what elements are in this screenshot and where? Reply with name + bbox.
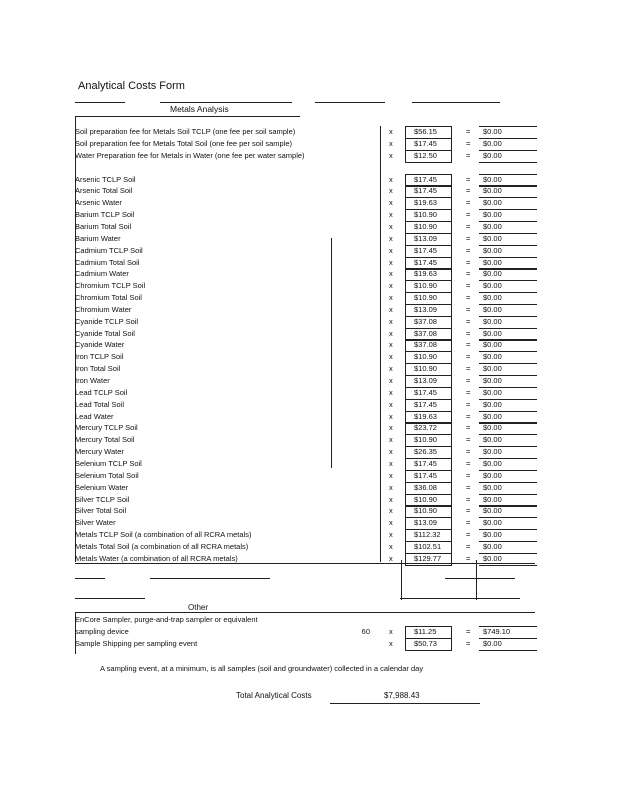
table-rule: [75, 578, 105, 579]
row-description: Barium TCLP Soil: [75, 210, 135, 220]
row-multiply-sign: x: [389, 387, 393, 397]
row-equals-sign: =: [466, 316, 471, 326]
row-unit-price: $129.77: [414, 553, 442, 563]
row-equals-sign: =: [466, 639, 471, 648]
row-multiply-sign: x: [389, 399, 393, 409]
row-multiply-sign: x: [389, 627, 393, 636]
row-description: Selenium TCLP Soil: [75, 458, 142, 468]
table-row: [75, 257, 535, 269]
row-description: Lead Water: [75, 411, 114, 421]
row-equals-sign: =: [466, 328, 471, 338]
row-description: EnCore Sampler, purge-and-trap sampler or equivalent: [75, 615, 258, 624]
row-unit-price: $17.45: [414, 399, 437, 409]
row-unit-price: $37.08: [414, 340, 437, 350]
row-total: $0.00: [483, 376, 502, 385]
row-description: Arsenic Water: [75, 198, 122, 208]
row-multiply-sign: x: [389, 233, 393, 243]
row-description: Chromium TCLP Soil: [75, 281, 146, 291]
table-row: [75, 328, 535, 340]
other-section-rule: [75, 612, 535, 613]
table-row: [75, 387, 535, 399]
row-description: Metals Water (a combination of all RCRA metals): [75, 553, 238, 563]
row-total: $0.00: [483, 518, 502, 528]
grand-total-rule: [330, 703, 480, 704]
row-description: Arsenic TCLP Soil: [75, 174, 136, 184]
row-unit-price: $10.90: [414, 364, 437, 374]
row-description: Cyanide Water: [75, 340, 125, 350]
row-equals-sign: =: [466, 352, 471, 362]
row-equals-sign: =: [466, 127, 471, 136]
row-equals-sign: =: [466, 447, 471, 457]
row-unit-price: $56.15: [414, 127, 437, 136]
table-row: [75, 422, 535, 434]
row-unit-price: $10.90: [414, 221, 437, 231]
row-equals-sign: =: [466, 387, 471, 397]
table-row: [75, 304, 535, 316]
row-unit-price: $13.09: [414, 376, 437, 385]
row-multiply-sign: x: [389, 530, 393, 540]
table-row: [75, 268, 535, 280]
row-total: $0.00: [483, 138, 502, 148]
row-multiply-sign: x: [389, 328, 393, 338]
row-unit-price: $17.45: [414, 138, 437, 148]
row-total: $0.00: [483, 411, 502, 421]
row-unit-price: $17.45: [414, 257, 437, 267]
row-total: $0.00: [483, 435, 502, 445]
row-total: $0.00: [483, 482, 502, 492]
row-total: $0.00: [483, 506, 502, 516]
table-row: [75, 185, 535, 197]
row-unit-price: $19.63: [414, 198, 437, 208]
row-unit-price: $17.45: [414, 245, 437, 255]
row-multiply-sign: x: [389, 150, 393, 160]
grand-total-label: Total Analytical Costs: [236, 691, 312, 700]
row-multiply-sign: x: [389, 411, 393, 421]
row-total: $0.00: [483, 541, 502, 551]
row-total: $0.00: [483, 210, 502, 220]
row-unit-price: $10.90: [414, 281, 437, 291]
row-total: $0.00: [483, 639, 502, 648]
row-description: Chromium Water: [75, 304, 132, 314]
row-multiply-sign: x: [389, 494, 393, 504]
row-description: Soil preparation fee for Metals Total Soil (one fee per soil sample): [75, 138, 293, 148]
row-equals-sign: =: [466, 530, 471, 540]
other-section-heading: Other: [188, 603, 209, 612]
row-total: $0.00: [483, 150, 502, 160]
row-total: $0.00: [483, 399, 502, 409]
form-title: Analytical Costs Form: [78, 80, 185, 92]
table-row: [75, 233, 535, 245]
row-equals-sign: =: [466, 506, 471, 516]
row-multiply-sign: x: [389, 541, 393, 551]
row-unit-price: $10.90: [414, 210, 437, 220]
row-multiply-sign: x: [389, 221, 393, 231]
row-total: $0.00: [483, 174, 502, 184]
row-multiply-sign: x: [389, 458, 393, 468]
row-unit-price: $13.09: [414, 233, 437, 243]
table-rule: [401, 560, 402, 600]
table-row: [75, 470, 535, 482]
row-multiply-sign: x: [389, 482, 393, 492]
row-unit-price: $19.63: [414, 411, 437, 421]
row-unit-price: $10.90: [414, 435, 437, 445]
row-total: $0.00: [483, 269, 502, 279]
row-unit-price: $17.45: [414, 387, 437, 397]
row-description: Barium Water: [75, 233, 121, 243]
row-total: $0.00: [483, 494, 502, 504]
row-multiply-sign: x: [389, 293, 393, 303]
row-equals-sign: =: [466, 269, 471, 279]
row-equals-sign: =: [466, 257, 471, 267]
row-multiply-sign: x: [389, 447, 393, 457]
row-multiply-sign: x: [389, 506, 393, 516]
table-row: [75, 375, 535, 387]
table-row: [75, 482, 535, 494]
row-unit-price: $17.45: [414, 470, 437, 480]
row-description: Arsenic Total Soil: [75, 186, 133, 196]
row-equals-sign: =: [466, 399, 471, 409]
row-total: $0.00: [483, 245, 502, 255]
row-total: $0.00: [483, 352, 502, 362]
table-row: [75, 126, 535, 138]
row-equals-sign: =: [466, 482, 471, 492]
row-multiply-sign: x: [389, 174, 393, 184]
table-row: [75, 517, 535, 529]
row-multiply-sign: x: [389, 257, 393, 267]
row-equals-sign: =: [466, 150, 471, 160]
row-total: $0.00: [483, 458, 502, 468]
row-multiply-sign: x: [389, 639, 393, 648]
row-description: Cyanide Total Soil: [75, 328, 135, 338]
row-multiply-sign: x: [389, 281, 393, 291]
row-total: $0.00: [483, 340, 502, 350]
row-total: $0.00: [483, 364, 502, 374]
row-description: Metals Total Soil (a combination of all RCRA metals): [75, 541, 249, 551]
table-row: [75, 541, 535, 553]
row-equals-sign: =: [466, 553, 471, 563]
table-row: [75, 399, 535, 411]
table-row: [75, 626, 535, 638]
row-multiply-sign: x: [389, 364, 393, 374]
row-description: Silver Water: [75, 518, 116, 528]
table-row: [75, 351, 535, 363]
row-equals-sign: =: [466, 364, 471, 374]
row-equals-sign: =: [466, 340, 471, 350]
table-row: [75, 434, 535, 446]
header-rule: [315, 102, 385, 103]
table-row: [75, 505, 535, 517]
grand-total-value: $7,988.43: [384, 691, 420, 700]
row-unit-price: $13.09: [414, 518, 437, 528]
row-description: Silver Total Soil: [75, 506, 127, 516]
metals-section-heading: Metals Analysis: [170, 104, 229, 114]
row-total: $0.00: [483, 387, 502, 397]
row-unit-price: $50.73: [414, 639, 437, 648]
row-description: Selenium Water: [75, 482, 129, 492]
row-unit-price: $10.90: [414, 506, 437, 516]
header-rule: [160, 102, 292, 103]
row-description: Silver TCLP Soil: [75, 494, 130, 504]
table-row: [75, 138, 535, 150]
row-equals-sign: =: [466, 376, 471, 385]
row-equals-sign: =: [466, 470, 471, 480]
row-equals-sign: =: [466, 627, 471, 636]
table-rule: [476, 560, 477, 600]
row-total: $0.00: [483, 553, 502, 563]
row-equals-sign: =: [466, 541, 471, 551]
row-multiply-sign: x: [389, 470, 393, 480]
row-multiply-sign: x: [389, 245, 393, 255]
row-description: Cadmium Water: [75, 269, 129, 279]
row-total: $0.00: [483, 186, 502, 196]
row-unit-price: $13.09: [414, 304, 437, 314]
row-description: Selenium Total Soil: [75, 470, 139, 480]
row-description: Iron Total Soil: [75, 364, 121, 374]
row-equals-sign: =: [466, 221, 471, 231]
table-row: [75, 411, 535, 423]
row-unit-price: $19.63: [414, 269, 437, 279]
row-equals-sign: =: [466, 138, 471, 148]
row-total: $0.00: [483, 281, 502, 291]
row-total: $0.00: [483, 304, 502, 314]
header-rule: [75, 102, 125, 103]
header-rule: [412, 102, 500, 103]
row-total: $0.00: [483, 328, 502, 338]
row-description: Chromium Total Soil: [75, 293, 142, 303]
row-multiply-sign: x: [389, 210, 393, 220]
table-row: [75, 221, 535, 233]
row-equals-sign: =: [466, 304, 471, 314]
row-equals-sign: =: [466, 210, 471, 220]
row-total: $0.00: [483, 233, 502, 243]
table-row: [75, 280, 535, 292]
row-unit-price: $10.90: [414, 352, 437, 362]
row-equals-sign: =: [466, 423, 471, 433]
row-description: Water Preparation fee for Metals in Water (one fee per water sample): [75, 150, 305, 160]
row-unit-price: $17.45: [414, 458, 437, 468]
row-equals-sign: =: [466, 174, 471, 184]
row-equals-sign: =: [466, 293, 471, 303]
row-total: $0.00: [483, 316, 502, 326]
row-total: $0.00: [483, 470, 502, 480]
row-unit-price: $102.51: [414, 541, 442, 551]
row-total: $749.10: [483, 627, 511, 636]
row-equals-sign: =: [466, 281, 471, 291]
row-description: Barium Total Soil: [75, 221, 132, 231]
row-total: $0.00: [483, 127, 502, 136]
table-row: [75, 529, 535, 541]
row-total: $0.00: [483, 447, 502, 457]
row-multiply-sign: x: [389, 340, 393, 350]
row-multiply-sign: x: [389, 304, 393, 314]
row-description: Cadmium TCLP Soil: [75, 245, 143, 255]
table-rule: [75, 598, 145, 599]
row-total: $0.00: [483, 530, 502, 540]
row-description: Iron TCLP Soil: [75, 352, 124, 362]
row-description: Cadmium Total Soil: [75, 257, 140, 267]
table-row: [75, 363, 535, 375]
row-equals-sign: =: [466, 411, 471, 421]
table-row: [75, 150, 535, 162]
table-row: [75, 197, 535, 209]
row-unit-price: $17.45: [414, 186, 437, 196]
row-equals-sign: =: [466, 494, 471, 504]
row-quantity: 60: [361, 627, 370, 636]
row-unit-price: $17.45: [414, 174, 437, 184]
table-row: [75, 209, 535, 221]
row-unit-price: $23.72: [414, 423, 437, 433]
row-unit-price: $10.90: [414, 293, 437, 303]
sampling-event-note: A sampling event, at a minimum, is all samples (soil and groundwater) collected in a calendar day: [100, 664, 424, 673]
row-equals-sign: =: [466, 233, 471, 243]
row-equals-sign: =: [466, 245, 471, 255]
table-bottom-rule: [75, 563, 535, 564]
row-equals-sign: =: [466, 186, 471, 196]
row-description: Soil preparation fee for Metals Soil TCLP (one fee per soil sample): [75, 127, 296, 136]
row-description: Lead Total Soil: [75, 399, 125, 409]
row-description: Cyanide TCLP Soil: [75, 316, 139, 326]
row-multiply-sign: x: [389, 435, 393, 445]
row-equals-sign: =: [466, 518, 471, 528]
table-row: [75, 245, 535, 257]
row-multiply-sign: x: [389, 186, 393, 196]
row-total: $0.00: [483, 423, 502, 433]
table-row: [75, 638, 535, 650]
row-multiply-sign: x: [389, 316, 393, 326]
row-multiply-sign: x: [389, 198, 393, 208]
row-description: Mercury Total Soil: [75, 435, 135, 445]
row-unit-price: $12.50: [414, 150, 437, 160]
row-description: Mercury TCLP Soil: [75, 423, 138, 433]
row-unit-price: $11.25: [414, 627, 437, 636]
row-description: sampling device: [75, 627, 129, 636]
table-rule: [400, 598, 520, 599]
row-multiply-sign: x: [389, 352, 393, 362]
table-rule: [445, 578, 515, 579]
row-description: Mercury Water: [75, 447, 124, 457]
table-row: [75, 458, 535, 470]
row-multiply-sign: x: [389, 518, 393, 528]
table-row: [75, 339, 535, 351]
table-row: [75, 316, 535, 328]
row-equals-sign: =: [466, 435, 471, 445]
table-rule: [150, 578, 270, 579]
row-description: Metals TCLP Soil (a combination of all RCRA metals): [75, 530, 252, 540]
row-unit-price: $26.35: [414, 447, 437, 457]
row-equals-sign: =: [466, 198, 471, 208]
row-multiply-sign: x: [389, 423, 393, 433]
row-total: $0.00: [483, 293, 502, 303]
row-unit-price: $37.08: [414, 316, 437, 326]
row-unit-price: $36.08: [414, 482, 437, 492]
table-row: [75, 614, 535, 626]
row-multiply-sign: x: [389, 376, 393, 385]
table-row: [75, 292, 535, 304]
row-unit-price: $37.08: [414, 328, 437, 338]
section-rule: [75, 116, 300, 117]
row-description: Iron Water: [75, 376, 110, 385]
row-description: Lead TCLP Soil: [75, 387, 128, 397]
row-total: $0.00: [483, 198, 502, 208]
table-row: [75, 174, 535, 186]
row-multiply-sign: x: [389, 269, 393, 279]
table-row: [75, 494, 535, 506]
row-multiply-sign: x: [389, 553, 393, 563]
row-multiply-sign: x: [389, 138, 393, 148]
table-row: [75, 446, 535, 458]
row-equals-sign: =: [466, 458, 471, 468]
row-multiply-sign: x: [389, 127, 393, 136]
row-total: $0.00: [483, 257, 502, 267]
row-unit-price: $112.32: [414, 530, 441, 540]
row-unit-price: $10.90: [414, 494, 437, 504]
row-total: $0.00: [483, 221, 502, 231]
row-description: Sample Shipping per sampling event: [75, 639, 198, 648]
